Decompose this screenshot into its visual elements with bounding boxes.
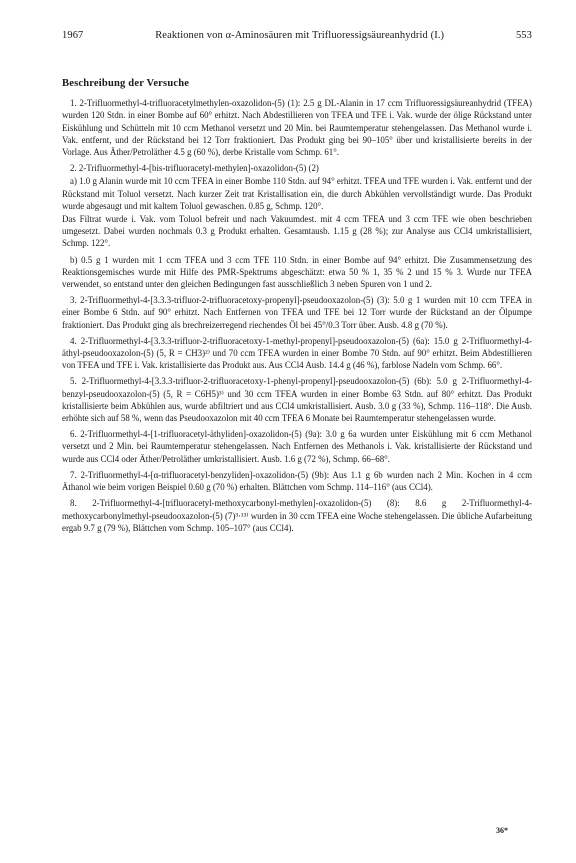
paragraph-2b: b) 0.5 g 1 wurden mit 1 ccm TFEA und 3 ccm TFE 110 Stdn. in einer Bombe auf 94° erhitzt. Die Zusammensetzung des Reaktionsgemisches wurde mit Hilfe des PMR-Spektrums abgeschätzt: etwa 50 % 1, 35 % 2 und 15 % 3. Wurde nur TFEA verwendet, so entstand unter den gleichen Bedingungen fast ausschließlich 3 neben Spuren von 1 und 2. [62,254,532,290]
header-page-number: 553 [515,30,532,41]
paragraph-2-heading: 2. 2-Trifluormethyl-4-[bis-trifluoracetyl-methylen]-oxazolidon-(5) (2) [70,163,319,174]
header-year: 1967 [62,30,84,41]
article-body [62,78,532,538]
paragraph-5: 5. 2-Trifluormethyl-4-[3.3.3-trifluor-2-trifluoracetoxy-1-phenyl-propenyl]-pseudooxazolon-(5) (6b): 5.0 g 2-Trifluormethyl-4-benzyl-pseudooxazolon-(5) (5, R = C6H5)³⁾ und 30 ccm TFEA wurden in einer Bombe 63 Stdn. auf 80° erhitzt. Das Produkt kristallisierte beim Abkühlen aus, wurde abfiltriert und aus CCl4 umkristallisiert. Ausb. 3.0 g (33 %), Schmp. 116–118°. Die Ausb. erhöhte sich auf 58 %, wenn das Pseudooxazolon mit 40 ccm TFEA 6 Monate bei Raumtemperatur stehengelassen wurde. [62,376,532,424]
paragraph-2a: a) 1.0 g Alanin wurde mit 10 ccm TFEA in einer Bombe 110 Stdn. auf 94° erhitzt. TFEA und TFE wurden i. Vak. entfernt und der Rückstand mit Toluol versetzt. Nach kurzer Zeit trat Kristallisation ein, die durch Abkühlen vervollständigt wurde. Das Produkt wurde abgesaugt und mit kaltem Toluol gewaschen. 0.85 g, Schmp. 120°. [62,176,532,211]
paragraph-8: 8. 2-Trifluormethyl-4-[trifluoracetyl-methoxycarbonyl-methylen]-oxazolidon-(5) (8): 8.6 g 2-Trifluormethyl-4-methoxycarbonylmethyl-pseudooxazolon-(5) (7)³·¹³⁾ wurden in 30 ccm TFEA eine Woche stehengelassen. Die übliche Aufarbeitung ergab 9.7 g (79 %), Blättchen vom Schmp. 105–107° (aus CCl4). [62,498,532,533]
section-title: Beschreibung der Versuche [62,78,190,89]
paragraph-6: 6. 2-Trifluormethyl-4-[1-trifluoracetyl-äthyliden]-oxazolidon-(5) (9a): 3.0 g 6a wurden unter Eiskühlung mit 6 ccm Methanol versetzt und 2 Min. bei Raumtemperatur stehengelassen. Nach Entfernen des Methanols i. Vak. kristallisierte der Rückstand und wurde aus CCl4 oder Äther/Petroläther umkristallisiert. Ausb. 1.6 g (72 %), Schmp. 66–68°. [62,429,532,464]
footer-mark: 36* [496,826,508,835]
paragraph-3: 3. 2-Trifluormethyl-4-[3.3.3-trifluor-2-trifluoracetoxy-propenyl]-pseudooxazolon-(5) (3): 5.0 g 1 wurden mit 10 ccm TFEA in einer Bombe 6 Stdn. auf 90° erhitzt. Nach Entfernen von TFEA und TFE bei 12 Torr wurde der Rückstand an der Ölpumpe fraktioniert. Das Produkt ging als brechreizerregend riechendes Öl bei 45°/0.3 Torr über. Ausb. 4.8 g (70 %). [62,295,532,330]
running-header [62,30,532,41]
header-title: Reaktionen von α-Aminosäuren mit Trifluoressigsäureanhydrid (I.) [155,30,445,41]
paragraph-1: 1. 2-Trifluormethyl-4-trifluoracetylmethylen-oxazolidon-(5) (1): 2.5 g DL-Alanin in 17 ccm Trifluoressigsäureanhydrid (TFEA) wurden 120 Stdn. in einer Bombe auf 60° erhitzt. Nach Abdestillieren von TFEA und TFE i. Vak. wurde der ölige Rückstand unter Eiskühlung und Schütteln mit 10 ccm Methanol versetzt und 20 Min. bei Raumtemperatur stehengelassen. Das Methanol wurde i. Vak. entfernt, und der Rückstand bei 12 Torr fraktioniert. Das Produkt ging bei 90–105° über und kristallisierte bereits in der Vorlage. Aus Äther/Petroläther 4.5 g (60 %), derbe Kristalle vom Schmp. 61°. [62,98,532,158]
paragraph-7: 7. 2-Trifluormethyl-4-[α-trifluoracetyl-benzyliden]-oxazolidon-(5) (9b): Aus 1.1 g 6b wurden nach 2 Min. Kochen in 4 ccm Äthanol wie beim vorigen Beispiel 0.60 g (70 %) erhalten. Blättchen vom Schmp. 114–116° (aus CCl4). [62,469,532,493]
paragraph-2a-filtrate: Das Filtrat wurde i. Vak. vom Toluol befreit und nach Vakuumdest. mit 4 ccm TFEA und 3 ccm TFE wie oben beschrieben umgesetzt. Dabei wurden nochmals 0.3 g Produkt erhalten. Gesamtausb. 1.15 g (28 %); zur Analyse aus CCl4 umkristallisiert, Schmp. 122°. [62,214,532,249]
paragraph-4: 4. 2-Trifluormethyl-4-[3.3.3-trifluor-2-trifluoracetoxy-1-methyl-propenyl]-pseudooxazolon-(5) (6a): 15.0 g 2-Trifluormethyl-4-äthyl-pseudooxazolon-(5) (5, R = CH3)²⁾ und 70 ccm TFEA wurden in einer Bombe 70 Stdn. auf 90° erhitzt. Beim Abdestillieren von TFEA und TFE i. Vak. kristallisierte das Produkt aus. Aus CCl4 Ausb. 14.4 g (46 %), farblose Nadeln vom Schmp. 66°. [62,335,532,371]
